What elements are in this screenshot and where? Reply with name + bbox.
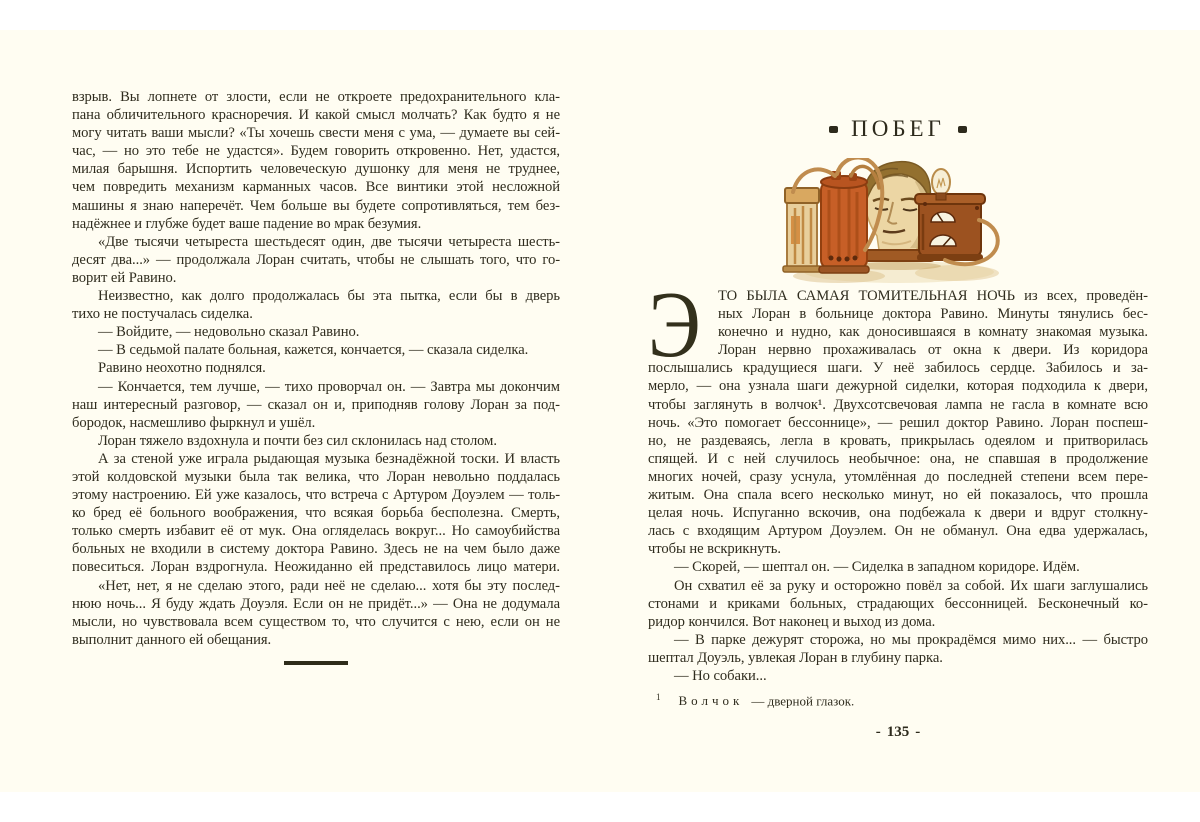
footnote: [648, 692, 1148, 709]
text-line: нюю ночь... Я буду ждать Доуэля. Если он не придёт...» — Она не додумала: [72, 595, 560, 612]
text-line: этой колдовской музыки была так велика, что Лоран невольно поддалась: [72, 468, 560, 485]
text-line: час, — но это тебе не удастся». Будем говорить откровенно. Нет, удастся,: [72, 143, 560, 160]
right-page: [648, 0, 1148, 822]
chapter-illustration: [781, 158, 1011, 288]
text-line: ночь. «Это помогает бессоннице», — решил доктор Равино. Лоран поспеш-: [648, 414, 1148, 431]
text-line: но, не раздеваясь, легла в кровать, прикрылась одеялом и притворилась: [648, 432, 1148, 449]
text-line: А за стеной уже играла рыдающая музыка безнадёжной тоски. И власть: [98, 450, 560, 467]
drop-cap: Э: [648, 273, 701, 377]
text-line: бородок, насмешливо фыркнул и ушёл.: [72, 414, 316, 431]
text-line: этому настроению. Ей уже казалось, что встреча с Артуром Доуэлем — толь-: [72, 487, 560, 504]
text-line: ридор кончился. Вот наконец и выход из дома.: [648, 613, 936, 630]
text-line: машины я знаю наперечёт. Чем больше вы будете сопротивляться, тем без-: [72, 197, 560, 214]
text-line: многих ночей, сразу уснула, утомлённая до последней степени всем пере-: [648, 468, 1148, 485]
text-line: Неизвестно, как долго продолжалась бы эта пытка, если бы в дверь: [98, 288, 560, 305]
text-line: ко бред её больного воображения, что всякая борьба бесполезна. Смерть,: [72, 505, 560, 522]
text-line: повеситься. Лоран вздрогнула. Неожиданно ей представилось лицо матери.: [72, 559, 560, 576]
text-line: тихо не постучалась сиделка.: [72, 306, 253, 323]
text-line: конечно и нудно, как доносившаяся в комнату знакомая музыка.: [718, 324, 1148, 341]
text-line: лась с входящим Артуром Доуэлем. Он не обманул. Она едва удержалась,: [648, 523, 1148, 540]
text-line: — Скорей, — шептал он. — Сиделка в западном коридоре. Идём.: [674, 559, 1080, 576]
text-line: мысли, но чувствовала всем существом то, что случится с нею, если он не: [72, 613, 560, 630]
text-line: ТО БЫЛА САМАЯ ТОМИТЕЛЬНАЯ НОЧЬ из всех, проведён-: [718, 288, 1148, 304]
text-line: стонами и криками больных, страдающих бессонницей. Бесконечный ко-: [648, 595, 1148, 612]
text-line: Равино неохотно поднялся.: [98, 360, 266, 377]
text-line: целая ночь. Испуганно вскочив, она подбежала к двери и вдруг столкну-: [648, 505, 1148, 522]
text-line: надёжнее и глубже будет ваше падение во мрак безумия.: [72, 215, 422, 232]
folio-dash-left: -: [875, 724, 881, 740]
text-line: чем повредить механизм карманных часов. Все винтики этой несложной: [72, 179, 560, 196]
text-line: ных Лоран в больнице доктора Равино. Минуты тянулись бес-: [718, 306, 1148, 323]
left-page: [72, 88, 560, 665]
title-ornament-right: [958, 126, 967, 133]
footnote-definition: — дверной глазок.: [751, 693, 855, 709]
chapter-header: [648, 116, 1148, 142]
text-line: — Кончается, тем лучше, — тихо проворчал он. — Завтра мы докончим: [98, 378, 560, 395]
text-line: — В парке дежурят сторожа, но мы прокрадёмся мимо них... — быстро: [674, 631, 1148, 648]
title-ornament-left: [829, 126, 838, 133]
text-line: чтобы заглянуть в волчок¹. Двухсотсвечовая лампа не гасла в комнате всю: [648, 396, 1148, 413]
text-line: «Нет, нет, я не сделаю этого, ради неё не сделаю... хотя бы эту послед-: [98, 577, 560, 594]
text-line: послышались крадущиеся шаги. У неё забилось сердце. Забилось и за-: [648, 360, 1148, 377]
section-divider: [284, 661, 348, 665]
text-line: взрыв. Вы лопнете от злости, если не откроете предохранительного кла-: [72, 89, 560, 105]
text-line: Он схватил её за руку и осторожно повёл за собой. Их шаги заглушались: [674, 577, 1148, 594]
text-line: чтобы не вскрикнуть.: [648, 541, 781, 558]
text-line: выполнит данного ей обещания.: [72, 631, 272, 648]
text-line: ворит ей Равино.: [72, 269, 177, 286]
footnote-term: Волчок: [678, 693, 744, 709]
chapter-title: ПОБЕГ: [851, 116, 945, 141]
chapter-text: [648, 273, 1148, 685]
text-line: десят два...» — продолжала Лоран считать, чтобы не слышать того, что го-: [72, 251, 560, 268]
folio-dash-right: -: [915, 724, 921, 740]
text-line: — В седьмой палате больная, кажется, кончается, — сказала сиделка.: [98, 342, 529, 359]
text-line: Лоран тяжело вздохнула и почти без сил склонилась над столом.: [98, 432, 497, 449]
footnote-marker: 1: [656, 692, 661, 702]
text-line: Лоран нервно прохаживалась от окна к двери. Из коридора: [718, 342, 1148, 359]
text-line: спящей. И с ней случилось необычное: она, не спавшая в продолжение: [648, 450, 1148, 467]
text-line: могу читать ваши мысли? «Ты хочешь свести меня с ума, — думаете вы сей-: [72, 125, 560, 142]
text-line: — Войдите, — недовольно сказал Равино.: [98, 324, 360, 341]
text-line: пана обличительного красноречия. И какой смысл молчать? Как будто я не: [72, 107, 560, 124]
text-line: — Но собаки...: [674, 667, 767, 684]
text-line: милая барышня. Испортить человеческую душонку для меня не труднее,: [72, 161, 560, 178]
text-line: только смерть избавит её от мук. Она огляделась вокруг... Но самоубийства: [72, 523, 560, 540]
text-line: «Две тысячи четыреста шестьдесят один, две тысячи четыреста шесть-: [98, 233, 560, 250]
text-line: наш интересный разговор, — сказал он и, приподняв голову Лоран за под-: [72, 396, 560, 413]
page-number: [648, 724, 1148, 741]
text-line: шептал Доуэль, увлекая Лоран в глубину парка.: [648, 649, 943, 666]
text-line: мерло, — она узнала шаги дежурной сиделки, которая подходила к двери,: [648, 378, 1148, 395]
text-line: житым. Она спала всего несколько минут, но ей показалось, что прошла: [648, 487, 1148, 504]
folio-number: 135: [886, 724, 910, 740]
text-line: больных не входили в систему доктора Равино. Здесь не на чем было даже: [72, 541, 560, 558]
